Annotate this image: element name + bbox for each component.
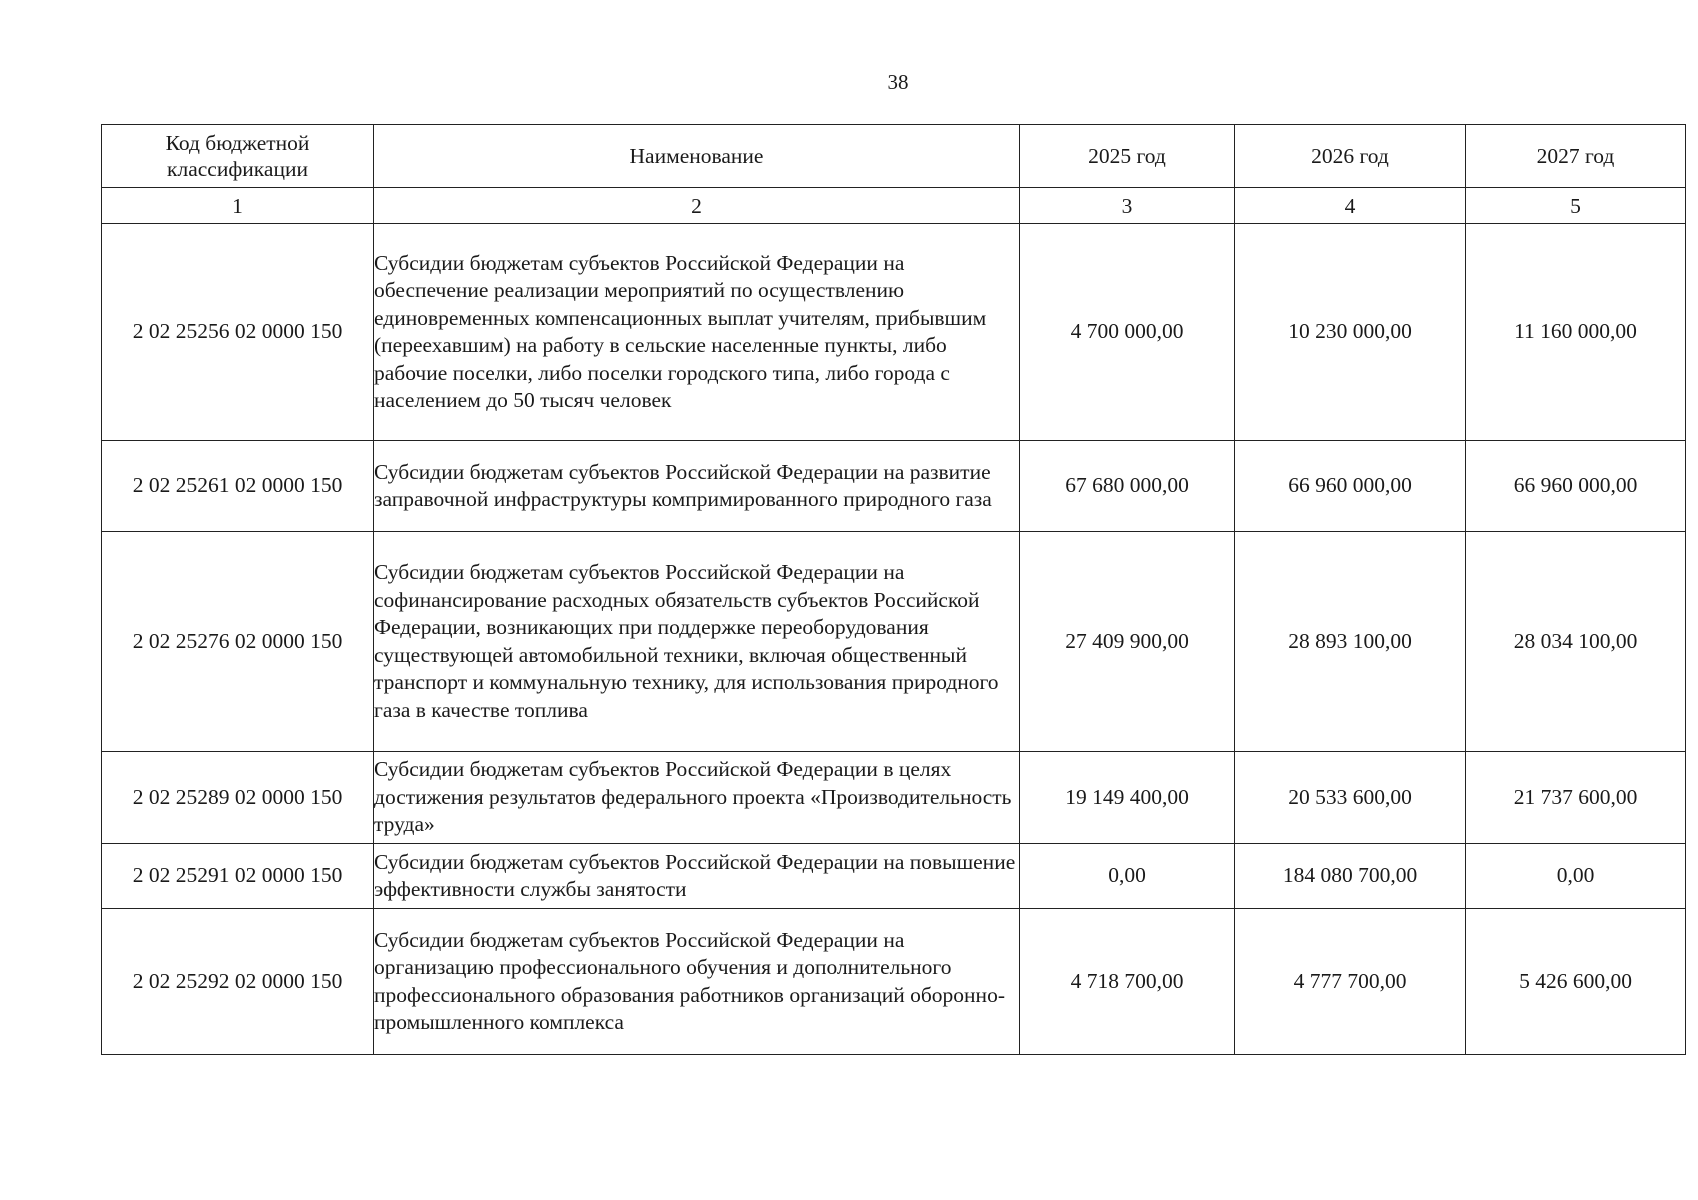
table-row: [102, 752, 1686, 844]
column-number: 5: [1466, 188, 1686, 224]
amount-2027: 0,00: [1466, 844, 1686, 909]
header-name: Наименование: [374, 125, 1020, 188]
header-2026: 2026 год: [1235, 125, 1466, 188]
amount-2027: 5 426 600,00: [1466, 909, 1686, 1055]
column-number: 4: [1235, 188, 1466, 224]
amount-2025: 4 700 000,00: [1020, 224, 1235, 441]
page-number: 38: [887, 70, 909, 94]
table-row: [102, 844, 1686, 909]
amount-2025: 0,00: [1020, 844, 1235, 909]
item-name: Субсидии бюджетам субъектов Российской Федерации на организацию профессионального обучения и дополнительного профессионального образования работников организаций оборонно-промышленного комплекса: [374, 909, 1020, 1055]
amount-2026: 66 960 000,00: [1235, 441, 1466, 532]
amount-2025: 67 680 000,00: [1020, 441, 1235, 532]
amount-2027: 66 960 000,00: [1466, 441, 1686, 532]
item-name: Субсидии бюджетам субъектов Российской Федерации в целях достижения результатов федерального проекта «Производительность труда»: [374, 752, 1020, 844]
column-number: 2: [374, 188, 1020, 224]
budget-table: [101, 124, 1686, 1055]
budget-code: 2 02 25292 02 0000 150: [102, 909, 374, 1055]
amount-2026: 10 230 000,00: [1235, 224, 1466, 441]
budget-code: 2 02 25289 02 0000 150: [102, 752, 374, 844]
amount-2027: 21 737 600,00: [1466, 752, 1686, 844]
table-header-row: [102, 125, 1686, 188]
header-code: Код бюджетной классификации: [102, 125, 374, 188]
table-row: [102, 909, 1686, 1055]
item-name: Субсидии бюджетам субъектов Российской Федерации на повышение эффективности службы занятости: [374, 844, 1020, 909]
amount-2027: 28 034 100,00: [1466, 532, 1686, 752]
item-name: Субсидии бюджетам субъектов Российской Федерации на софинансирование расходных обязательств субъектов Российской Федерации, возникающих при поддержке переоборудования существующей автомобильной техники, включая общественный транспорт и коммунальную технику, для использования природного газа в качестве топлива: [374, 532, 1020, 752]
column-number: 3: [1020, 188, 1235, 224]
amount-2025: 27 409 900,00: [1020, 532, 1235, 752]
table-row: [102, 224, 1686, 441]
amount-2026: 28 893 100,00: [1235, 532, 1466, 752]
budget-code: 2 02 25261 02 0000 150: [102, 441, 374, 532]
budget-code: 2 02 25256 02 0000 150: [102, 224, 374, 441]
table-row: [102, 532, 1686, 752]
table-row: [102, 441, 1686, 532]
item-name: Субсидии бюджетам субъектов Российской Федерации на развитие заправочной инфраструктуры компримированного природного газа: [374, 441, 1020, 532]
amount-2027: 11 160 000,00: [1466, 224, 1686, 441]
header-2025: 2025 год: [1020, 125, 1235, 188]
header-2027: 2027 год: [1466, 125, 1686, 188]
item-name: Субсидии бюджетам субъектов Российской Федерации на обеспечение реализации мероприятий по осуществлению единовременных компенсационных выплат учителям, прибывшим (переехавшим) на работу в сельские населенные пункты, либо рабочие поселки, либо поселки городского типа, либо города с населением до 50 тысяч человек: [374, 224, 1020, 441]
column-number-row: [102, 188, 1686, 224]
budget-code: 2 02 25276 02 0000 150: [102, 532, 374, 752]
amount-2025: 4 718 700,00: [1020, 909, 1235, 1055]
amount-2026: 20 533 600,00: [1235, 752, 1466, 844]
budget-code: 2 02 25291 02 0000 150: [102, 844, 374, 909]
amount-2025: 19 149 400,00: [1020, 752, 1235, 844]
column-number: 1: [102, 188, 374, 224]
amount-2026: 184 080 700,00: [1235, 844, 1466, 909]
amount-2026: 4 777 700,00: [1235, 909, 1466, 1055]
